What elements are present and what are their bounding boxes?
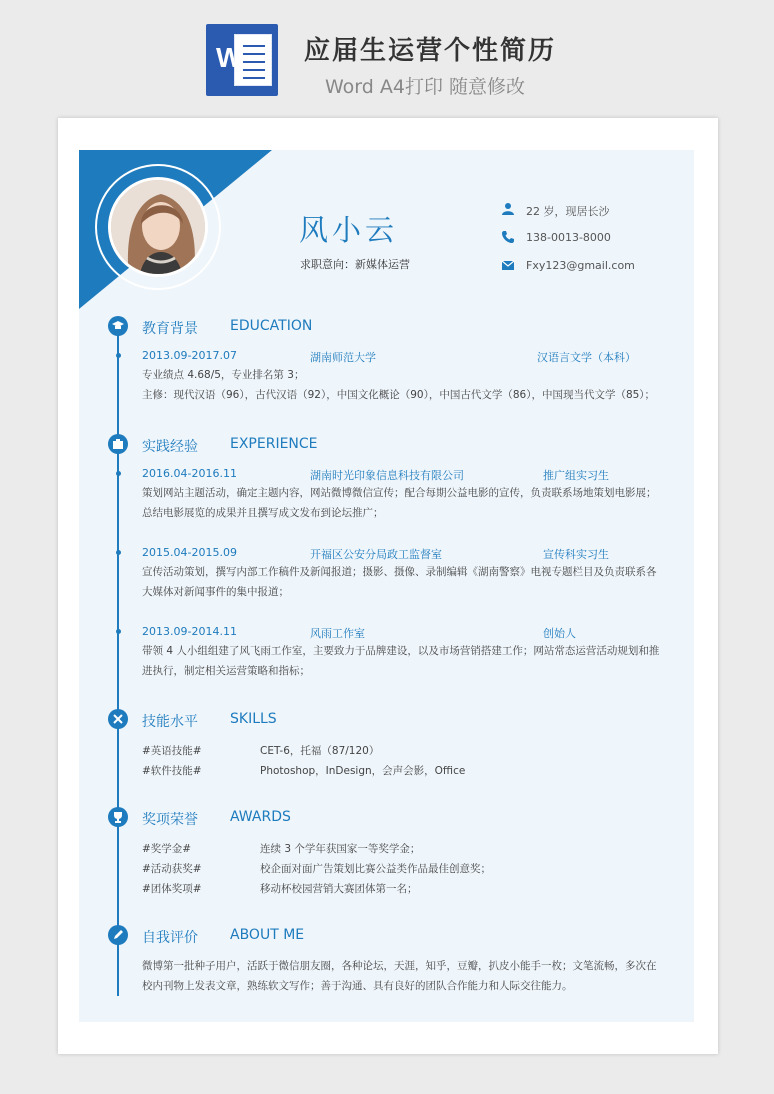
experience-role: 宣传科实习生 xyxy=(543,548,609,561)
about-title-cn: 自我评价 xyxy=(142,930,198,946)
pencil-icon xyxy=(108,925,128,945)
briefcase-icon xyxy=(108,434,128,454)
education-major: 汉语言文学（本科） xyxy=(537,351,636,364)
banner xyxy=(0,0,774,110)
education-courses: 主修：现代汉语（96），古代汉语（92），中国文化概论（90），中国古代文学（86），中国现当代文学（85）； xyxy=(142,389,656,401)
job-intent: 求职意向：新媒体运营 xyxy=(300,258,410,271)
experience-date: 2016.04-2016.11 xyxy=(142,467,237,480)
skill-label: #英语技能# xyxy=(142,745,202,757)
person-icon xyxy=(501,202,515,216)
about-title-en: ABOUT ME xyxy=(230,927,305,943)
graduation-cap-icon xyxy=(108,316,128,336)
skills-title-cn: 技能水平 xyxy=(142,714,198,730)
skill-value: Photoshop，InDesign，会声会影，Office xyxy=(260,765,466,777)
award-value: 移动杯校园营销大赛团体第一名； xyxy=(260,883,418,895)
skills-title-en: SKILLS xyxy=(230,711,277,727)
resume-page xyxy=(58,118,718,1054)
experience-date: 2015.04-2015.09 xyxy=(142,546,237,559)
education-title-en: EDUCATION xyxy=(230,318,313,334)
phone-text: 138-0013-8000 xyxy=(526,231,611,244)
tools-icon xyxy=(108,709,128,729)
experience-org: 湖南时光印象信息科技有限公司 xyxy=(310,469,464,482)
avatar-photo xyxy=(108,177,208,277)
banner-subtitle: Word A4打印 随意修改 xyxy=(325,76,526,98)
education-title-cn: 教育背景 xyxy=(142,321,198,337)
candidate-name: 风小云 xyxy=(299,213,399,247)
email-text: Fxy123@gmail.com xyxy=(526,259,635,272)
experience-org: 风雨工作室 xyxy=(310,627,365,640)
experience-desc: 策划网站主题活动，确定主题内容，网站微博微信宣传；配合每期公益电影的宣传，负责联系场地策划电影展；总结电影展览的成果并且撰写成文发布到论坛推广； xyxy=(142,487,657,519)
skill-label: #软件技能# xyxy=(142,765,202,777)
award-label: #活动获奖# xyxy=(142,863,202,875)
experience-date: 2013.09-2014.11 xyxy=(142,625,237,638)
awards-title-cn: 奖项荣誉 xyxy=(142,812,198,828)
award-label: #奖学金# xyxy=(142,843,192,855)
skill-value: CET-6，托福（87/120） xyxy=(260,745,380,757)
resume-body xyxy=(79,150,694,1022)
banner-title: 应届生运营个性简历 xyxy=(304,36,557,66)
education-gpa: 专业绩点 4.68/5，专业排名第 3； xyxy=(142,369,305,381)
timeline-dot xyxy=(116,471,121,476)
education-school: 湖南师范大学 xyxy=(310,351,376,364)
word-icon-letter: W xyxy=(216,42,243,73)
experience-org: 开福区公安分局政工监督室 xyxy=(310,548,442,561)
experience-title-cn: 实践经验 xyxy=(142,439,198,455)
award-value: 连续 3 个学年获国家一等奖学金； xyxy=(260,843,421,855)
age-location-text: 22 岁，现居长沙 xyxy=(526,205,610,218)
word-document-icon xyxy=(206,24,278,96)
award-label: #团体奖项# xyxy=(142,883,202,895)
timeline-dot xyxy=(116,629,121,634)
timeline-line xyxy=(117,318,119,996)
phone-icon xyxy=(501,230,515,244)
awards-title-en: AWARDS xyxy=(230,809,291,825)
email-icon xyxy=(501,258,515,272)
timeline-dot xyxy=(116,550,121,555)
experience-desc: 带领 4 人小组组建了风飞雨工作室，主要致力于品牌建设，以及市场营销搭建工作；网站常态运营活动规划和推进执行，制定相关运营策略和指标； xyxy=(142,645,660,677)
timeline-dot xyxy=(116,353,121,358)
experience-role: 推广组实习生 xyxy=(543,469,609,482)
experience-desc: 宣传活动策划，撰写内部工作稿件及新闻报道；摄影、摄像、录制编辑《湖南警察》电视专题栏目及负责联系各大媒体对新闻事件的集中报道； xyxy=(142,566,657,598)
experience-title-en: EXPERIENCE xyxy=(230,436,318,452)
experience-role: 创始人 xyxy=(543,627,576,640)
trophy-icon xyxy=(108,807,128,827)
about-desc: 微博第一批种子用户，活跃于微信朋友圈，各种论坛，天涯，知乎，豆瓣，扒皮小能手一枚；文笔流畅，多次在校内刊物上发表文章，熟练软文写作；善于沟通、具有良好的团队合作能力和人际交往能力。 xyxy=(142,960,657,992)
education-date: 2013.09-2017.07 xyxy=(142,349,237,362)
award-value: 校企面对面广告策划比赛公益类作品最佳创意奖； xyxy=(260,863,491,875)
